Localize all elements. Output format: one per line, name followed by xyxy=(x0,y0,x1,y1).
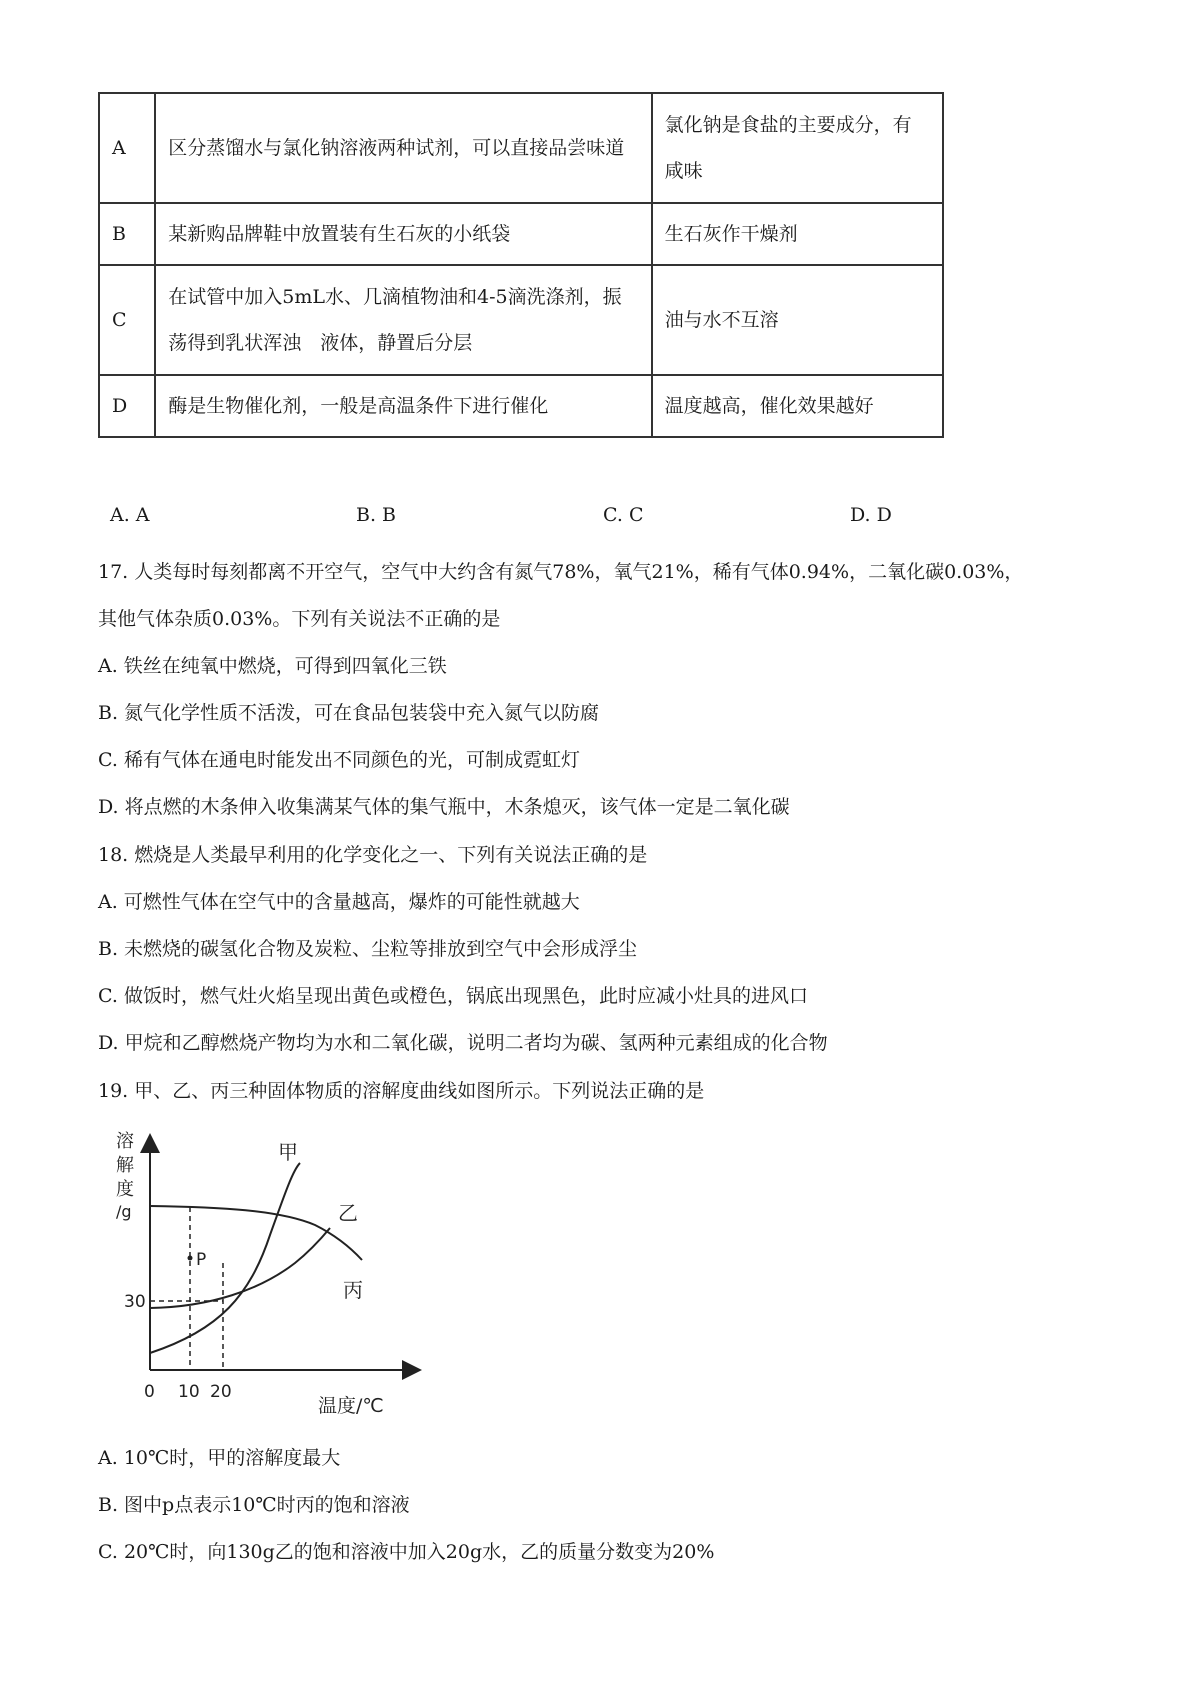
series-label-yi: 乙 xyxy=(338,1201,358,1225)
q17-option-a[interactable]: A. 铁丝在纯氧中燃烧，可得到四氧化三铁 xyxy=(98,655,447,677)
q16-option-b[interactable]: B. B xyxy=(356,504,397,526)
row-explanation: 油与水不互溶 xyxy=(652,265,943,375)
q17-option-b[interactable]: B. 氮气化学性质不活泼，可在食品包装袋中充入氮气以防腐 xyxy=(98,702,600,724)
row-explanation: 氯化钠是食盐的主要成分，有咸味 xyxy=(652,93,943,203)
series-line-jia xyxy=(150,1163,300,1353)
row-operation: 某新购品牌鞋中放置装有生石灰的小纸袋 xyxy=(155,203,651,265)
solubility-chart-svg xyxy=(110,1125,430,1425)
row-operation: 在试管中加入5mL水、几滴植物油和4-5滴洗涤剂，振荡得到乳状浑浊 液体，静置后分层 xyxy=(155,265,651,375)
solubility-chart xyxy=(110,1125,430,1425)
q19-option-a[interactable]: A. 10℃时，甲的溶解度最大 xyxy=(98,1447,341,1469)
row-explanation: 生石灰作干燥剂 xyxy=(652,203,943,265)
row-letter: D xyxy=(99,375,155,437)
row-operation: 酶是生物催化剂，一般是高温条件下进行催化 xyxy=(155,375,651,437)
table-row xyxy=(99,203,943,265)
row-letter: A xyxy=(99,93,155,203)
q17-option-c[interactable]: C. 稀有气体在通电时能发出不同颜色的光，可制成霓虹灯 xyxy=(98,749,580,771)
row-explanation: 温度越高，催化效果越好 xyxy=(652,375,943,437)
q16-option-d[interactable]: D. D xyxy=(850,504,892,526)
series-label-jia: 甲 xyxy=(278,1140,298,1164)
q17-stem-line2: 其他气体杂质0.03%。下列有关说法不正确的是 xyxy=(98,608,501,630)
q19-option-b[interactable]: B. 图中p点表示10℃时丙的饱和溶液 xyxy=(98,1494,410,1516)
y-label-char: 解 xyxy=(116,1155,134,1176)
point-p xyxy=(188,1256,193,1261)
q19-stem: 19. 甲、乙、丙三种固体物质的溶解度曲线如图所示。下列说法正确的是 xyxy=(98,1080,705,1102)
q16-option-c[interactable]: C. C xyxy=(603,504,644,526)
series-line-bing xyxy=(150,1206,362,1260)
q17-option-d[interactable]: D. 将点燃的木条伸入收集满某气体的集气瓶中，木条熄灭，该气体一定是二氧化碳 xyxy=(98,796,790,818)
table-row xyxy=(99,375,943,437)
q18-option-b[interactable]: B. 未燃烧的碳氢化合物及炭粒、尘粒等排放到空气中会形成浮尘 xyxy=(98,938,638,960)
x-tick-label: 10 xyxy=(178,1382,200,1402)
q18-option-d[interactable]: D. 甲烷和乙醇燃烧产物均为水和二氧化碳，说明二者均为碳、氢两种元素组成的化合物 xyxy=(98,1032,828,1054)
x-tick-label: 0 xyxy=(144,1382,155,1402)
x-label: 温度/℃ xyxy=(318,1395,384,1417)
q17-stem-line1: 17. 人类每时每刻都离不开空气，空气中大约含有氮气78%，氧气21%，稀有气体0.94%，二氧化碳0.03%， xyxy=(98,561,1024,583)
point-p-label: P xyxy=(196,1250,207,1270)
series-label-bing: 丙 xyxy=(343,1278,363,1302)
q16-table xyxy=(98,92,944,438)
y-label-char: 度 xyxy=(116,1179,134,1200)
table-row xyxy=(99,265,943,375)
row-operation: 区分蒸馏水与氯化钠溶液两种试剂，可以直接品尝味道 xyxy=(155,93,651,203)
y-unit: /g xyxy=(116,1202,132,1221)
q18-option-a[interactable]: A. 可燃性气体在空气中的含量越高，爆炸的可能性就越大 xyxy=(98,891,580,913)
y-tick-label: 30 xyxy=(124,1292,146,1312)
table-row xyxy=(99,93,943,203)
y-label-char: 溶 xyxy=(116,1131,134,1152)
q19-option-c[interactable]: C. 20℃时，向130g乙的饱和溶液中加入20g水，乙的质量分数变为20% xyxy=(98,1541,715,1563)
row-letter: B xyxy=(99,203,155,265)
q16-options xyxy=(98,504,998,534)
x-tick-label: 20 xyxy=(210,1382,232,1402)
q16-option-a[interactable]: A. A xyxy=(110,504,150,526)
q18-option-c[interactable]: C. 做饭时，燃气灶火焰呈现出黄色或橙色，锅底出现黑色，此时应减小灶具的进风口 xyxy=(98,985,808,1007)
q18-stem: 18. 燃烧是人类最早利用的化学变化之一、下列有关说法正确的是 xyxy=(98,844,648,866)
row-letter: C xyxy=(99,265,155,375)
